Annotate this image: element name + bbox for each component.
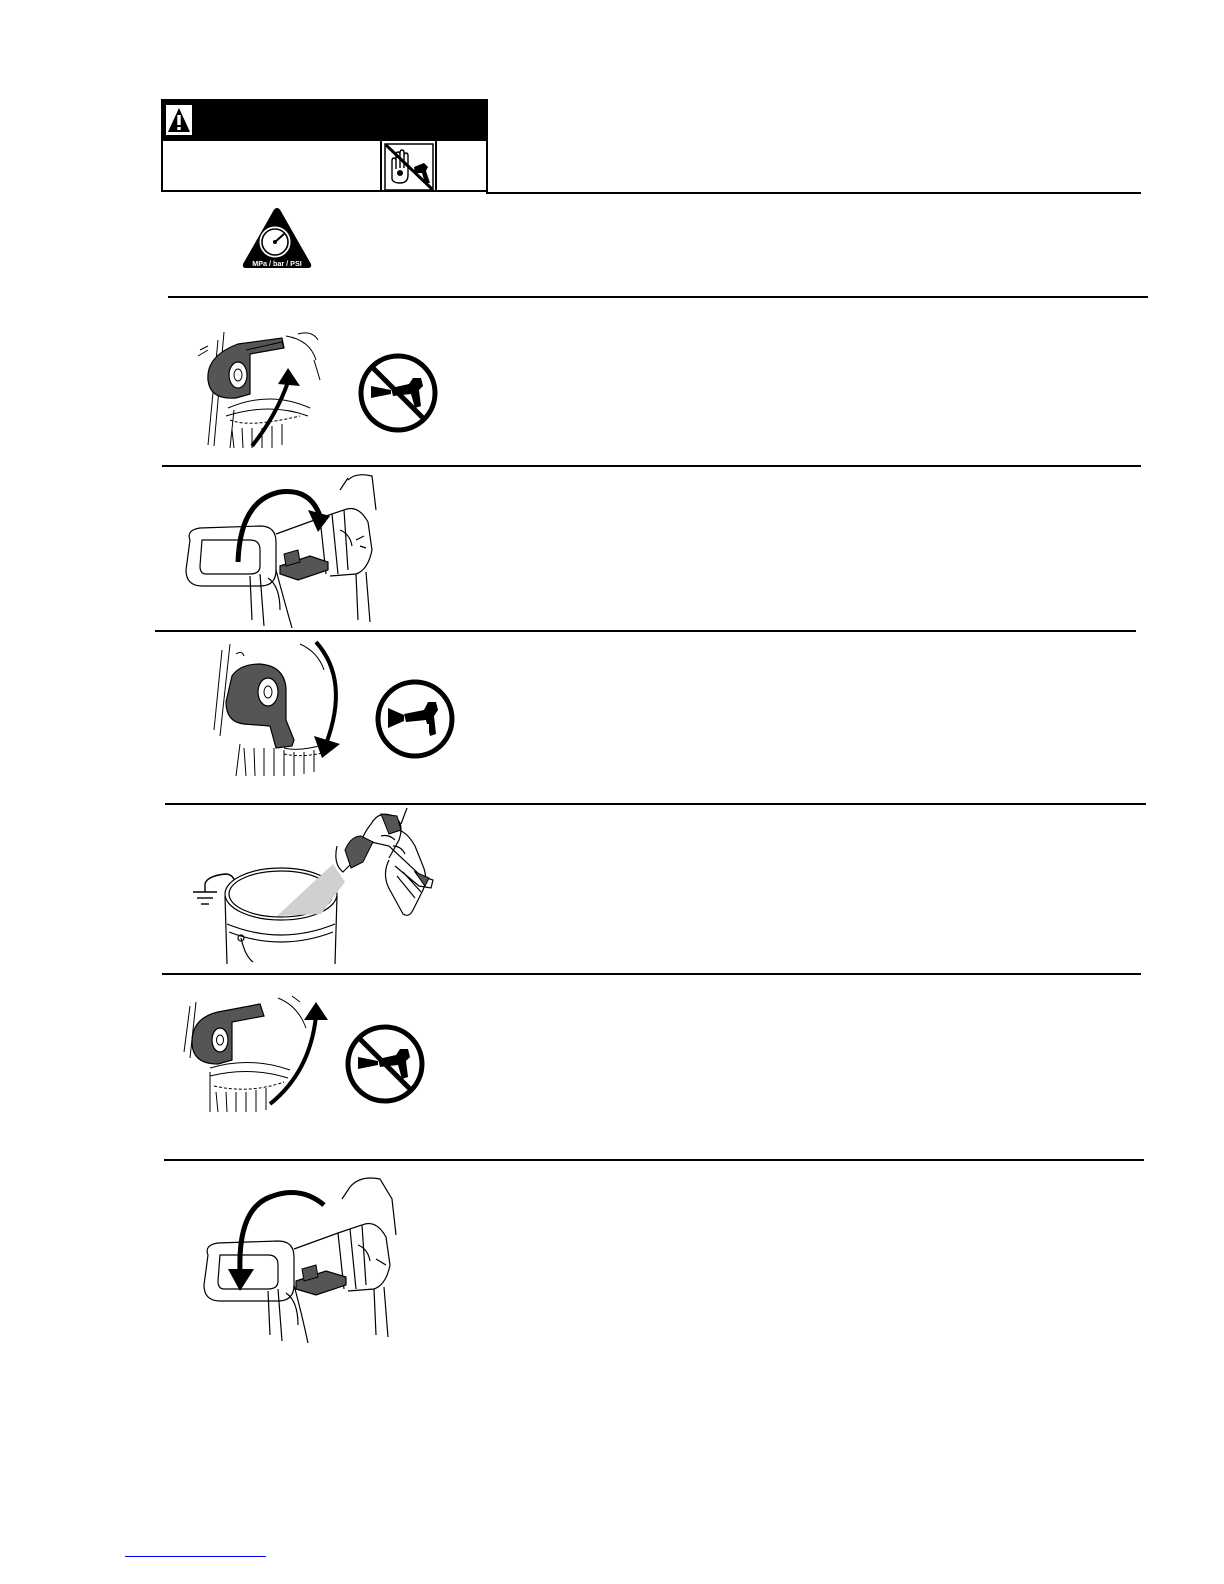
section-rule — [155, 630, 1136, 632]
pressure-gauge-icon — [241, 206, 313, 270]
trigger-lock-engage-icon — [190, 320, 330, 452]
gauge-caption: MPa / bar / PSI — [252, 259, 302, 268]
section-rule — [164, 1159, 1144, 1161]
no-spray-icon — [344, 1023, 426, 1105]
section-rule — [162, 973, 1141, 975]
trigger-lock-engage-icon — [180, 992, 330, 1118]
section-rule — [486, 192, 1141, 194]
warning-body-divider — [380, 141, 382, 192]
no-spray-icon — [357, 352, 439, 434]
tip-guard-rotate-back-icon — [200, 1175, 400, 1345]
tip-guard-rotate-icon — [180, 470, 380, 630]
warning-box — [161, 99, 488, 192]
section-rule — [162, 465, 1141, 467]
section-rule — [165, 803, 1146, 805]
warning-triangle-icon — [166, 105, 192, 135]
warning-header-bar — [163, 101, 486, 141]
skin-injection-hazard-icon — [384, 143, 434, 191]
grounded-pail-icon — [185, 806, 445, 968]
footer-link-underline — [125, 1556, 266, 1557]
warning-body-divider-2 — [435, 141, 437, 192]
spray-icon — [374, 678, 456, 760]
trigger-lock-release-icon — [200, 640, 350, 780]
section-rule — [168, 296, 1148, 298]
